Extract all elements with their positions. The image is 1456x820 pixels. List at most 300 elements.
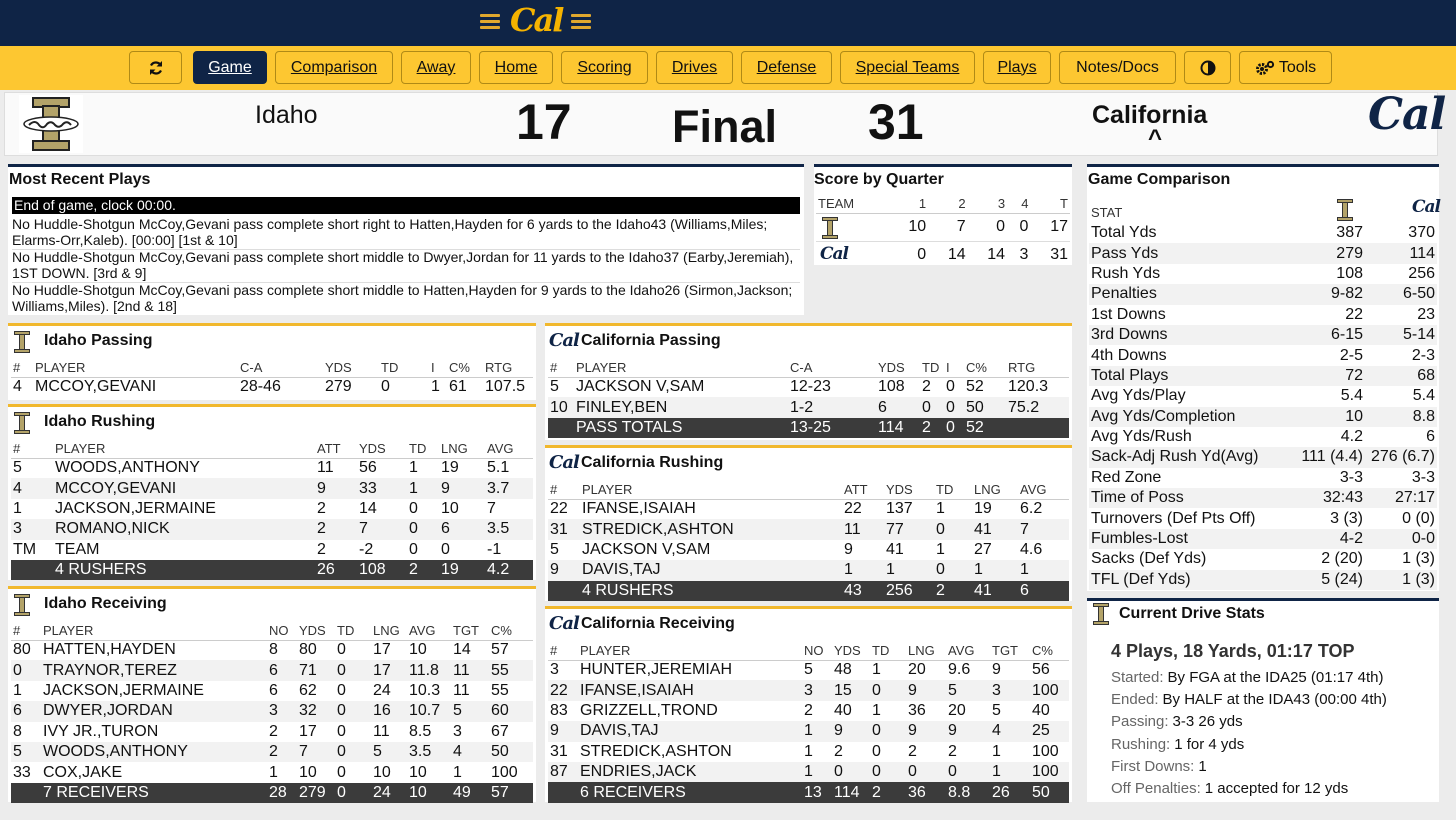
cell: 2-5: [1339, 346, 1363, 364]
cell: 0: [934, 519, 972, 539]
cal-rushing-title: California Rushing: [581, 454, 724, 471]
cell: 11.8: [407, 660, 451, 680]
cell: 8: [269, 641, 278, 659]
cell: 279: [325, 378, 352, 396]
table-row: [816, 241, 1070, 269]
cell: 14: [359, 499, 377, 517]
cell: 49: [451, 783, 489, 803]
cell: 10: [441, 499, 459, 517]
cell: 10: [908, 218, 927, 235]
cell: 2: [315, 519, 357, 539]
col-header: PLAYER: [55, 441, 106, 457]
cell: 17: [371, 660, 407, 680]
cell: 2: [317, 499, 326, 517]
cell: 4-2: [1275, 529, 1365, 549]
cell: 0: [337, 641, 346, 659]
cell: WOODS,ANTHONY: [41, 742, 267, 762]
cell: 3.5: [407, 742, 451, 762]
cell: 5 (24): [1275, 570, 1365, 590]
cell: 0: [441, 540, 450, 558]
col-header: TD: [936, 482, 954, 498]
cell: 111 (4.4): [1275, 447, 1365, 467]
table-row: [11, 458, 533, 478]
cell: 2-3: [1411, 346, 1435, 364]
cell: 22: [548, 680, 578, 700]
cell: Red Zone: [1091, 468, 1162, 486]
cell: 7: [487, 499, 496, 517]
cell: 0: [906, 762, 946, 782]
home-score: 31: [868, 94, 924, 150]
cell: 1 (3): [1402, 550, 1435, 568]
table-row: [548, 499, 1069, 519]
col-header: YDS: [359, 441, 386, 457]
cell: 8: [13, 722, 22, 740]
away-score: 17: [516, 94, 572, 150]
cell: JACKSON V,SAM: [576, 378, 705, 396]
cell: 71: [297, 660, 335, 680]
drive-row: [1111, 667, 1387, 689]
cell: 3: [1019, 246, 1029, 264]
cell: 2: [834, 742, 843, 760]
drive-row-value: By FGA at the IDA25 (01:17 4th): [1167, 669, 1384, 686]
col-header: 4: [1021, 196, 1029, 212]
cell: [1006, 418, 1069, 438]
cal-logo: Cal: [549, 452, 579, 473]
header-row: [548, 642, 1069, 660]
cell: 6: [1018, 581, 1069, 601]
nav-bar: [0, 46, 1456, 90]
cell: 1: [936, 500, 945, 518]
cell: 19: [974, 500, 992, 518]
cell: 1st Downs: [1091, 305, 1166, 323]
cell: 9: [992, 661, 1001, 679]
table-row: [548, 680, 1069, 700]
total-row: [548, 782, 1069, 802]
cell: COX,JAKE: [43, 763, 123, 781]
cell: 1-2: [788, 397, 876, 417]
col-header: AVG: [487, 441, 514, 457]
cell: 10: [407, 783, 451, 803]
col-header: 3: [997, 196, 1006, 212]
cell: 114: [832, 782, 870, 802]
cell: 55: [491, 681, 509, 699]
cell: 1: [936, 540, 945, 558]
cell: 2 (20): [1321, 550, 1363, 568]
cell: 4: [11, 478, 53, 498]
cell: 2: [934, 581, 972, 601]
cell: 5.4: [1340, 387, 1363, 405]
cell: 2: [317, 540, 326, 558]
cal-rushing-panel: [545, 445, 1072, 601]
cell: MCCOY,GEVANI: [53, 478, 315, 498]
cell: 36: [906, 782, 946, 802]
cell: [11, 560, 53, 580]
cell: 4 RUSHERS: [53, 560, 315, 580]
col-header: #: [550, 360, 558, 376]
tab-drives[interactable]: Drives: [656, 51, 733, 84]
cell: 13: [802, 782, 832, 802]
drive-row: [1111, 734, 1387, 756]
cell: 6.2: [1020, 500, 1043, 518]
cell: 11: [451, 660, 489, 680]
cell: 24: [373, 681, 391, 699]
idaho-rushing-panel: [8, 404, 536, 580]
cell: 6-15: [1275, 325, 1365, 345]
cell: 36: [908, 701, 926, 719]
cell: 8.8: [946, 782, 990, 802]
cell: 5: [550, 378, 559, 396]
cell: [548, 581, 580, 601]
cell: 1: [431, 378, 440, 396]
cell: -1: [487, 540, 502, 558]
col-header: C%: [491, 623, 512, 639]
cal-passing-panel: [545, 323, 1072, 440]
col-header: PLAYER: [582, 482, 633, 498]
cell: 5: [11, 742, 41, 762]
idaho-logo: [14, 412, 30, 434]
cell: 17: [299, 722, 317, 740]
cell: 2: [922, 378, 931, 396]
cell: 387: [1336, 224, 1363, 242]
idaho-passing-title: Idaho Passing: [44, 332, 153, 349]
cell: ENDRIES,JACK: [578, 762, 802, 782]
drive-row-label: First Downs:: [1111, 757, 1195, 775]
table-row: [1089, 529, 1437, 549]
cell: 2: [908, 742, 917, 760]
idaho-passing-panel: [8, 323, 536, 400]
col-header: LNG: [908, 643, 935, 659]
cell: 9: [906, 680, 946, 700]
stat-header: STAT: [1091, 205, 1123, 220]
table-row: [548, 377, 1069, 397]
cell: 9-82: [1275, 284, 1365, 304]
cell: 114: [876, 418, 920, 438]
cell: 22: [550, 500, 568, 518]
tab-special-teams[interactable]: Special Teams: [840, 51, 975, 84]
recent-plays-panel: [8, 164, 804, 315]
cell: 1: [407, 478, 439, 498]
cell: 4th Downs: [1091, 346, 1167, 364]
cell: 0: [335, 783, 371, 803]
cell: 5: [992, 701, 1001, 719]
col-header: YDS: [886, 482, 913, 498]
col-header: TGT: [453, 623, 479, 639]
drive-row: [1111, 711, 1387, 733]
cal-receiving-title: California Receiving: [581, 615, 735, 632]
cell: 0: [870, 680, 906, 700]
col-header: PLAYER: [576, 360, 627, 376]
tools-button[interactable]: [1239, 51, 1332, 84]
col-header: LNG: [974, 482, 1001, 498]
cell: 0: [946, 378, 955, 396]
cell: 7: [297, 742, 335, 762]
table-row: [11, 701, 533, 721]
cell: 6: [1426, 428, 1435, 446]
drive-row-value: 1: [1198, 757, 1207, 775]
cell: 22: [844, 500, 862, 518]
drive-row-value: 1 for 4 yds: [1174, 735, 1245, 753]
cell: 0: [381, 378, 390, 396]
cell: 3: [990, 680, 1030, 700]
cell: 7: [956, 218, 966, 235]
cell: 22: [1345, 305, 1363, 323]
expand-caret-icon[interactable]: ^: [1148, 125, 1163, 152]
cell: PASS TOTALS: [574, 418, 788, 438]
cal-logo: Cal: [510, 1, 563, 39]
cal-rushing-table: [548, 481, 1069, 601]
cell: 1: [409, 459, 418, 477]
cell: DWYER,JORDAN: [41, 701, 267, 721]
cell: 0: [409, 540, 418, 558]
cell: 0: [11, 660, 41, 680]
contrast-icon: [1200, 60, 1216, 76]
tools-label: Tools: [1278, 58, 1317, 76]
cell: TRAYNOR,TEREZ: [41, 660, 267, 680]
tab-comparison[interactable]: Comparison: [275, 51, 393, 84]
table-row: [1089, 447, 1437, 467]
cell: 0: [337, 763, 346, 781]
cell: 10: [409, 763, 427, 781]
play-item: End of game, clock 00:00.: [12, 197, 800, 214]
drive-row-label: Ended:: [1111, 691, 1159, 709]
cell: 52: [966, 378, 984, 396]
contrast-button[interactable]: [1184, 51, 1231, 84]
menu-icon-right[interactable]: [571, 8, 591, 34]
cell: 57: [489, 783, 533, 803]
cell: 26: [990, 782, 1030, 802]
cell: 11: [317, 459, 334, 477]
cell: 10: [299, 763, 317, 781]
cell: 5: [804, 661, 813, 679]
cell: 108: [1336, 264, 1363, 282]
table-row: [11, 540, 533, 560]
cell: DAVIS,TAJ: [578, 721, 802, 741]
cell: 0: [917, 246, 927, 264]
tab-defense[interactable]: Defense: [741, 51, 832, 84]
cell: 80: [299, 641, 317, 659]
comparison-table: [1089, 223, 1437, 590]
cell: Sacks (Def Yds): [1091, 550, 1207, 568]
menu-icon[interactable]: [480, 8, 500, 34]
tab-plays[interactable]: Plays: [983, 51, 1051, 84]
table-row: [11, 722, 533, 742]
cell: 107.5: [485, 378, 526, 396]
table-row: [11, 499, 533, 519]
cell: 5.4: [1412, 387, 1435, 405]
cell: 0: [335, 660, 371, 680]
tab-scoring[interactable]: Scoring: [561, 51, 648, 84]
comparison-title: Game Comparison: [1088, 171, 1231, 188]
cell: ROMANO,NICK: [53, 519, 315, 539]
table-row: [1089, 284, 1437, 304]
drive-headline: 4 Plays, 18 Yards, 01:17 TOP: [1111, 641, 1355, 661]
cell: 5: [550, 540, 559, 558]
cell: 0-0: [1365, 529, 1437, 549]
tab-away[interactable]: Away: [401, 51, 471, 84]
cell: 276 (6.7): [1365, 447, 1437, 467]
col-header: ATT: [844, 482, 868, 498]
cell: 1: [842, 560, 884, 580]
cell: 9: [439, 478, 485, 498]
cell: 9: [548, 721, 578, 741]
header-row: [11, 359, 533, 377]
score-bar: [4, 89, 1446, 156]
cell: 4: [990, 721, 1030, 741]
cell: 7 RECEIVERS: [41, 783, 267, 803]
refresh-button[interactable]: [129, 51, 182, 84]
cell: 5: [13, 459, 22, 477]
cell: 0: [870, 762, 906, 782]
tab-game[interactable]: Game: [193, 51, 267, 84]
col-header: 1: [918, 196, 927, 212]
cell: 2: [269, 722, 278, 740]
quarter-title: Score by Quarter: [814, 171, 944, 188]
tab-notes-docs[interactable]: Notes/Docs: [1059, 51, 1176, 84]
cell: 9: [548, 560, 580, 580]
cell: 83: [550, 701, 568, 719]
cell: 0: [946, 762, 990, 782]
cell: 19: [441, 459, 459, 477]
table-row: [548, 660, 1069, 680]
cell: 28: [267, 783, 297, 803]
play-item: No Huddle-Shotgun McCoy,Gevani pass complete short middle to Dwyer,Jordan for 11 yards to the Idaho37 (Earby,Jeremiah), 1ST DOWN. [3rd & 9]: [12, 249, 800, 283]
cell: Avg Yds/Completion: [1089, 407, 1275, 427]
california-logo: Cal: [1368, 89, 1446, 140]
cell: 1: [13, 681, 22, 699]
quarter-table: [816, 195, 1070, 269]
col-header: TEAM: [818, 196, 855, 212]
cell: 6: [876, 397, 920, 417]
cell: 61: [449, 378, 467, 396]
cell: HUNTER,JEREMIAH: [580, 661, 733, 679]
cell: 3.5: [485, 519, 533, 539]
cell: 24: [371, 783, 407, 803]
header-row: [548, 481, 1069, 499]
cell: 10: [548, 397, 574, 417]
col-header: TD: [337, 623, 355, 639]
cell: 1: [802, 762, 832, 782]
drive-row-label: Started:: [1111, 669, 1164, 686]
col-header: #: [13, 360, 21, 376]
refresh-icon: [148, 60, 164, 76]
cell: 0: [944, 397, 964, 417]
cell: 19: [439, 560, 485, 580]
table-row: [548, 721, 1069, 741]
cell: 3.7: [485, 478, 533, 498]
cell: JACKSON,JERMAINE: [43, 681, 204, 699]
drive-details: [1111, 667, 1387, 800]
table-row: [11, 660, 533, 680]
cell: 41: [972, 581, 1018, 601]
col-header: YDS: [325, 360, 352, 376]
idaho-receiving-panel: [8, 586, 536, 802]
cell: STREDICK,ASHTON: [580, 742, 732, 760]
col-header: YDS: [878, 360, 905, 376]
cell: 33: [13, 763, 31, 781]
drive-row-value: 3-3 26 yds: [1172, 713, 1243, 731]
table-row: [1089, 508, 1437, 528]
cell: 32: [297, 701, 335, 721]
recent-plays-title: Most Recent Plays: [9, 171, 151, 188]
col-header: TD: [922, 360, 940, 376]
cell: 80: [13, 641, 31, 659]
cell: 2: [948, 742, 957, 760]
cell: 9: [315, 478, 357, 498]
cell: 4.2: [485, 560, 533, 580]
idaho-receiving-table: [11, 622, 533, 803]
cell: 40: [834, 701, 852, 719]
cell: 77: [884, 519, 934, 539]
cell: 8.8: [1365, 407, 1437, 427]
cell: 2: [407, 560, 439, 580]
table-row: [548, 560, 1069, 580]
game-comparison-panel: [1087, 164, 1439, 591]
cell: 0: [1019, 218, 1029, 235]
col-header: AVG: [409, 623, 436, 639]
table-row: [548, 762, 1069, 782]
cell: 9: [906, 721, 946, 741]
cell: 50: [489, 742, 533, 762]
cell: 68: [1365, 366, 1437, 386]
cell: 17: [373, 641, 391, 659]
cell: 40: [1032, 701, 1050, 719]
cell: 3: [802, 680, 832, 700]
cell: 1: [972, 560, 1018, 580]
drive-row: [1111, 778, 1387, 800]
col-header: TD: [381, 360, 399, 376]
idaho-receiving-title: Idaho Receiving: [44, 595, 167, 612]
cell: TM: [13, 540, 37, 558]
cell: 7: [357, 519, 407, 539]
current-drive-panel: [1087, 598, 1439, 802]
table-row: [1089, 366, 1437, 386]
drive-row-label: Off Penalties:: [1111, 780, 1201, 798]
table-row: [1089, 407, 1437, 427]
col-header: PLAYER: [43, 623, 94, 639]
cell: JACKSON,JERMAINE: [55, 499, 216, 517]
cell: 100: [491, 763, 518, 781]
cell: 0 (0): [1402, 509, 1435, 527]
cell: 1: [884, 560, 934, 580]
cell: 6: [11, 701, 41, 721]
table-row: [1089, 386, 1437, 406]
col-header: ATT: [317, 441, 341, 457]
cell: 1: [13, 499, 22, 517]
total-row: [548, 581, 1069, 601]
drive-row-label: Passing:: [1111, 713, 1169, 731]
cell: 6: [439, 519, 485, 539]
cell: 31: [1050, 246, 1068, 264]
cell: 114: [1365, 243, 1437, 263]
cell: 26: [315, 560, 357, 580]
table-row: [1089, 570, 1437, 590]
idaho-logo: [1093, 603, 1109, 625]
idaho-rushing-table: [11, 440, 533, 580]
cell: Avg Yds/Rush: [1091, 428, 1192, 446]
cal-logo: Cal: [1412, 197, 1441, 217]
col-header: C-A: [790, 360, 813, 376]
idaho-passing-table: [11, 359, 533, 397]
idaho-rushing-title: Idaho Rushing: [44, 413, 156, 430]
cell: TFL (Def Yds): [1089, 570, 1275, 590]
table-row: [11, 478, 533, 498]
table-row: [1089, 243, 1437, 263]
table-row: [1089, 468, 1437, 488]
col-header: #: [13, 441, 21, 457]
tab-home[interactable]: Home: [479, 51, 553, 84]
cell: 5-14: [1365, 325, 1437, 345]
cell: 137: [886, 500, 913, 518]
